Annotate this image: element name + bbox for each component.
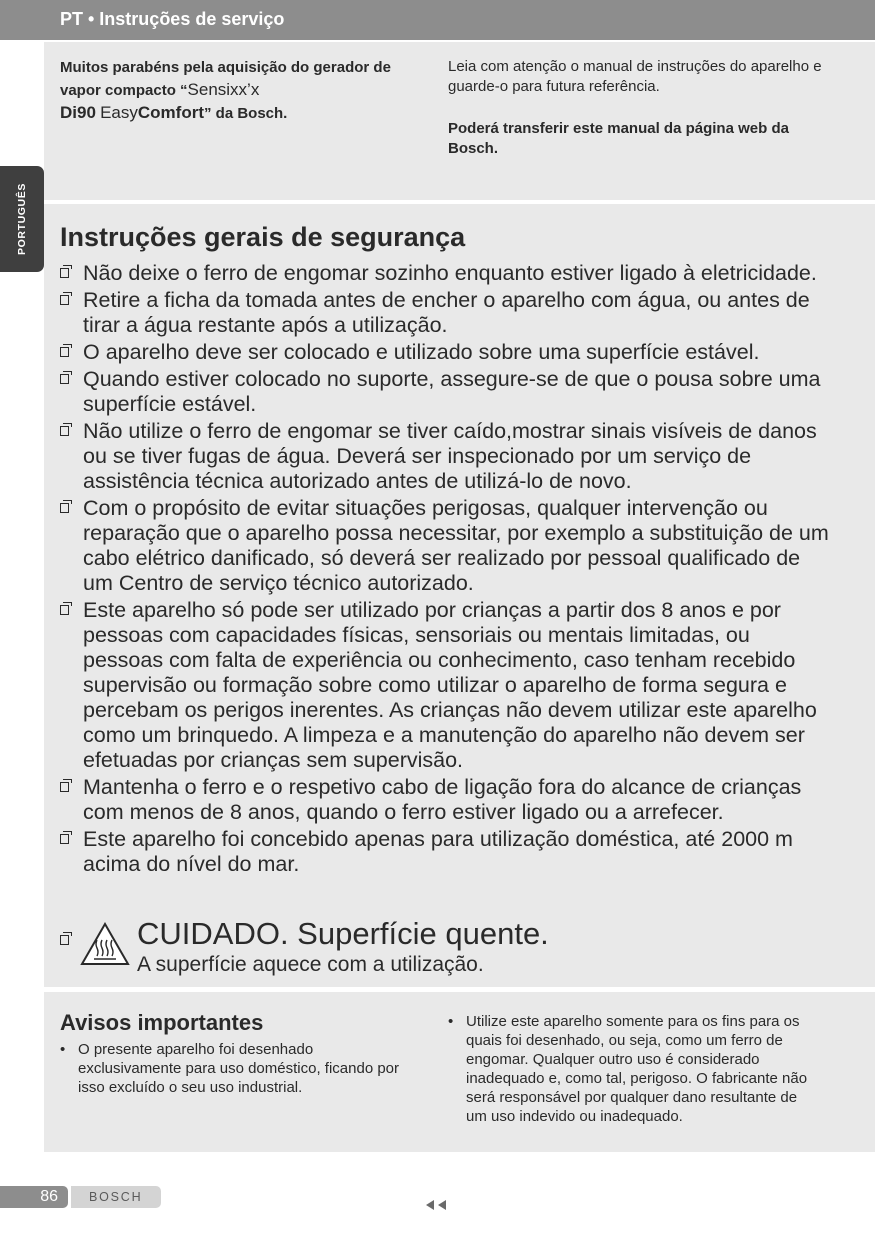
list-item-text: O aparelho deve ser colocado e utilizado sobre uma superfície estável. <box>83 340 760 364</box>
list-item <box>60 598 830 773</box>
brand-tab <box>71 1186 161 1208</box>
checkbox-square-icon <box>60 295 69 305</box>
bullet-dot: • <box>60 1041 66 1058</box>
checkbox-square-icon <box>60 782 69 792</box>
list-item <box>60 496 830 596</box>
checkbox-square-icon <box>60 374 69 384</box>
safety-title: Instruções gerais de segurança <box>60 222 466 252</box>
checkbox-square-icon <box>60 268 69 278</box>
list-item <box>60 367 830 417</box>
list-item <box>60 261 830 286</box>
congrats-part1: Muitos parabéns pela aquisição do gerador de vapor compacto “ <box>60 59 391 99</box>
hot-surface-warning-icon <box>80 922 130 966</box>
list-item-text: Utilize este aparelho somente para os fins para os quais foi desenhado, ou seja, como um ferro de engomar. Qualquer outro uso é considerado inadequado e, como tal, perigoso. O fabricante não será responsável por qualquer dano resultante de um uso indevido ou inadequado. <box>466 1013 808 1125</box>
download-note: Poderá transferir este manual da página web da Bosch. <box>448 120 789 157</box>
list-item-text: Quando estiver colocado no suporte, assegure-se de que o pousa sobre uma superfície estável. <box>83 367 821 416</box>
page-header <box>0 0 875 40</box>
notices-right-list <box>448 1012 818 1126</box>
list-item-text: Mantenha o ferro e o respetivo cabo de ligação fora do alcance de crianças com menos de 8 anos, quando o ferro estiver ligado ou a arrefecer. <box>83 775 802 824</box>
list-item <box>60 1040 420 1097</box>
congrats-part2: ” da Bosch. <box>204 105 288 122</box>
list-item <box>60 775 830 825</box>
list-item-text: Este aparelho só pode ser utilizado por crianças a partir dos 8 anos e por pessoas com capacidades físicas, sensoriais ou mentais limitadas, ou pessoas com falta de experiência ou conhecimento, caso tenham recebido supervisão ou formação sobre como utilizar o aparelho de forma segura e percebam os perigos inerentes. As crianças não devem utilizar este aparelho como um brinquedo. A limpeza e a manutenção do aparelho não devem ser efetuadas por crianças sem supervisão. <box>83 598 817 772</box>
header-title: PT • Instruções de serviço <box>60 9 285 29</box>
model-comfort: Comfort <box>137 103 204 122</box>
model-name: Sensixx’x <box>187 80 260 99</box>
model-easy: Easy <box>100 103 138 122</box>
checkbox-square-icon <box>60 834 69 844</box>
list-item <box>60 827 830 877</box>
list-item <box>60 340 830 365</box>
read-manual-text: Leia com atenção o manual de instruções do aparelho e guarde-o para futura referência. <box>448 58 822 95</box>
brand-name: BOSCH <box>89 1190 143 1204</box>
checkbox-square-icon <box>60 503 69 513</box>
page-number: 86 <box>40 1188 58 1205</box>
notices-left-list <box>60 1040 420 1097</box>
list-item-text: Retire a ficha da tomada antes de encher o aparelho com água, ou antes de tirar a água restante após a utilização. <box>83 288 810 337</box>
list-item-text: Com o propósito de evitar situações perigosas, qualquer intervenção ou reparação que o aparelho possa necessitar, por exemplo a substituição de um cabo elétrico danificado, só deverá ser realizado por pessoal qualificado de um Centro de serviço técnico autorizado. <box>83 496 829 595</box>
manual-note <box>448 57 828 159</box>
list-item <box>60 419 830 494</box>
list-item-text: O presente aparelho foi desenhado exclusivamente para uso doméstico, ficando por isso excluído o seu uso industrial. <box>78 1041 400 1096</box>
language-tab-label: PORTUGUÊS <box>16 183 28 255</box>
page-number-tab <box>0 1186 68 1208</box>
checkbox-square-icon <box>60 935 69 945</box>
bullet-dot: • <box>448 1013 454 1030</box>
congratulations-text <box>60 57 410 125</box>
checkbox-square-icon <box>60 426 69 436</box>
caution-title: CUIDADO. Superfície quente. <box>137 916 549 951</box>
list-item-text: Não utilize o ferro de engomar se tiver caído,mostrar sinais visíveis de danos ou se tiver fugas de água. Deverá ser inspecionado por um serviço de assistência técnica autorizado antes de utilizá-lo de novo. <box>83 419 817 493</box>
checkbox-square-icon <box>60 347 69 357</box>
safety-list <box>60 261 830 879</box>
notices-title: Avisos importantes <box>60 1010 264 1035</box>
model-code: Di90 <box>60 103 96 122</box>
list-item <box>60 288 830 338</box>
list-item-text: Não deixe o ferro de engomar sozinho enquanto estiver ligado à eletricidade. <box>83 261 817 285</box>
checkbox-square-icon <box>60 605 69 615</box>
list-item <box>448 1012 818 1126</box>
caution-text: A superfície aquece com a utilização. <box>137 953 484 976</box>
list-item-text: Este aparelho foi concebido apenas para utilização doméstica, até 2000 m acima do nível do mar. <box>83 827 793 876</box>
double-left-arrow-icon[interactable] <box>424 1199 448 1211</box>
